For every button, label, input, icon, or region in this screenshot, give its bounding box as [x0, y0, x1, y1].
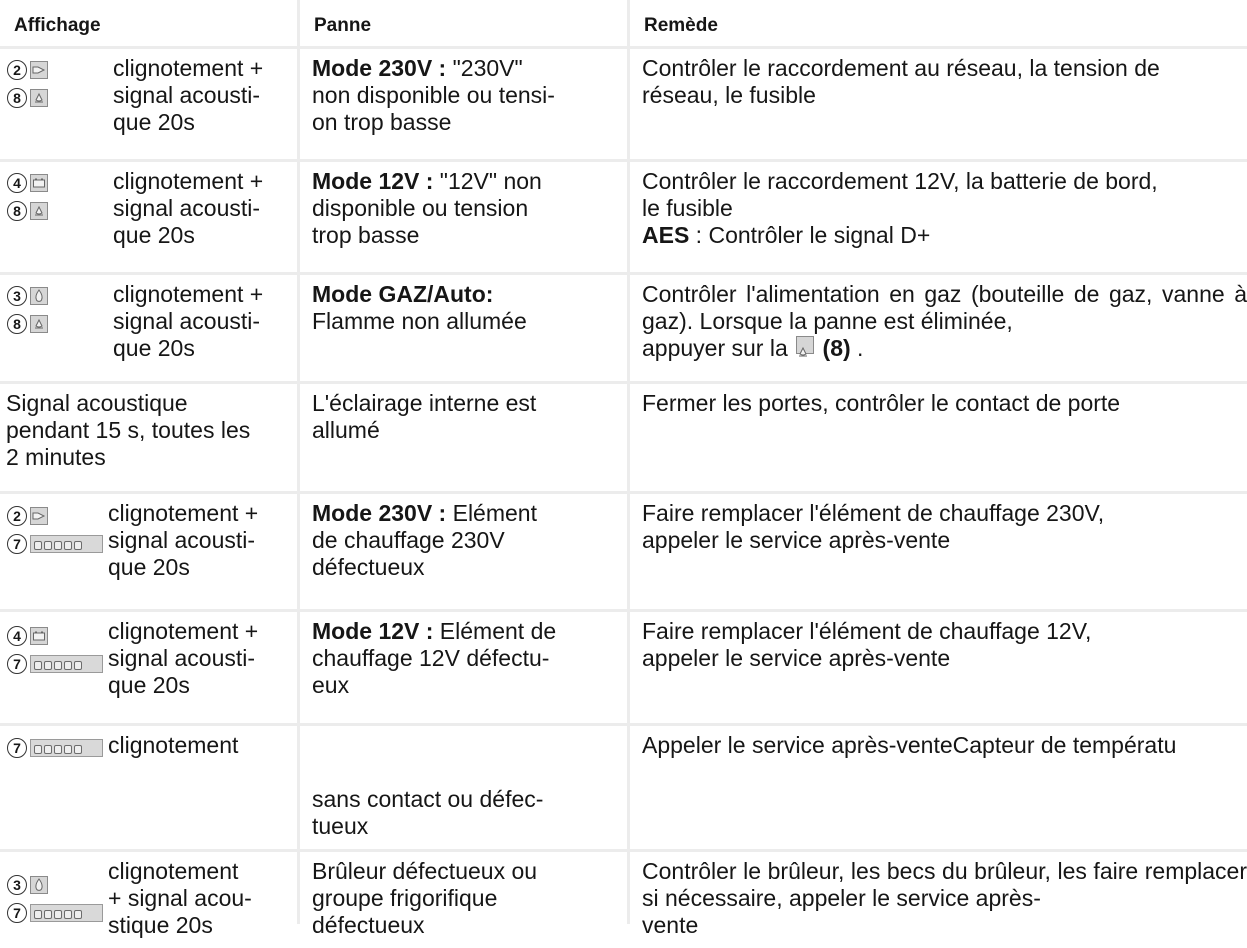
badge-number: 7	[7, 534, 27, 554]
row-5-affichage	[0, 494, 297, 609]
display-description: clignotement + signal acousti- que 20s	[108, 500, 259, 580]
remedy-last-line: vente	[642, 912, 699, 938]
badge-number: 7	[7, 738, 27, 758]
badge-number: 3	[7, 286, 27, 306]
row-5-remede	[630, 494, 1247, 609]
fault-description: Mode GAZ/Auto: Flamme non allumée	[312, 281, 527, 334]
display-description: clignotement + signal acousti- que 20s	[113, 168, 264, 248]
remedy-description: Contrôler le raccordement 12V, la batterie de bord, le fusible AES : Contrôler le signal D+	[642, 168, 1158, 248]
row-5-panne	[300, 494, 627, 609]
indicator-4	[7, 173, 48, 193]
fault-description: Mode 12V : "12V" non disponible ou tension trop basse	[312, 168, 542, 248]
row-4-remede	[630, 384, 1247, 491]
indicator-7	[7, 654, 103, 674]
fault-description: Mode 230V : "230V" non disponible ou tensi- on trop basse	[312, 55, 555, 135]
row-3-panne	[300, 275, 627, 381]
indicator-2	[7, 506, 48, 526]
display-description: clignotement + signal acousti- que 20s	[108, 618, 259, 698]
display-description: clignotement + signal acousti- que 20s	[113, 55, 264, 135]
header-remede: Remède	[630, 0, 1247, 46]
row-4-panne	[300, 384, 627, 491]
row-8-panne	[300, 852, 627, 948]
row-1-affichage	[0, 49, 297, 159]
reset-button-icon	[30, 202, 48, 220]
remedy-description: Fermer les portes, contrôler le contact de porte	[642, 390, 1121, 416]
remedy-description: Faire remplacer l'élément de chauffage 230V, appeler le service après-vente	[642, 500, 1105, 553]
row-7-affichage	[0, 726, 297, 849]
badge-number: 7	[7, 903, 27, 923]
flame-icon	[30, 876, 48, 894]
header-panne: Panne	[300, 0, 627, 46]
row-1-remede	[630, 49, 1247, 159]
plug-icon	[30, 61, 48, 79]
flame-icon	[30, 287, 48, 305]
badge-number: 8	[7, 314, 27, 334]
fault-description: Mode 230V : Elément de chauffage 230V défectueux	[312, 500, 537, 580]
badge-number: 2	[7, 506, 27, 526]
indicator-7	[7, 534, 103, 554]
reset-button-icon	[30, 315, 48, 333]
remedy-description: Contrôler le brûleur, les becs du brûleur, les faire remplacer si nécessaire, appeler le service après-	[642, 858, 1247, 911]
display-description: clignotement + signal acou- stique 20s	[108, 858, 252, 938]
fault-description: Brûleur défectueux ou groupe frigorifique défectueux	[312, 858, 538, 938]
indicator-3	[7, 286, 48, 306]
battery-icon	[30, 174, 48, 192]
remedy-description: Appeler le service après-venteCapteur de températu	[642, 732, 1177, 758]
fault-description: L'éclairage interne est allumé	[312, 390, 537, 443]
remedy-description: Contrôler le raccordement au réseau, la tension de réseau, le fusible	[642, 55, 1160, 108]
remedy-last-line: appuyer sur la (8) .	[642, 335, 864, 361]
indicator-8	[7, 201, 48, 221]
badge-number: 8	[7, 201, 27, 221]
badge-number: 3	[7, 875, 27, 895]
badge-number: 4	[7, 173, 27, 193]
row-6-remede	[630, 612, 1247, 723]
indicator-7	[7, 738, 103, 758]
indicator-4	[7, 626, 48, 646]
display-description: clignotement + signal acousti- que 20s	[113, 281, 264, 361]
plug-icon	[30, 507, 48, 525]
remedy-description: Faire remplacer l'élément de chauffage 12V, appeler le service après-vente	[642, 618, 1092, 671]
badge-number: 7	[7, 654, 27, 674]
row-1-panne	[300, 49, 627, 159]
row-2-remede	[630, 162, 1247, 272]
indicator-8	[7, 88, 48, 108]
fault-description: Mode 12V : Elément de chauffage 12V défectu- eux	[312, 618, 557, 698]
row-4-affichage	[0, 384, 297, 491]
row-3-remede	[630, 275, 1247, 381]
row-8-affichage	[0, 852, 297, 948]
badge-number: 2	[7, 60, 27, 80]
row-3-affichage	[0, 275, 297, 381]
display-description: clignotement	[108, 732, 239, 758]
badge-number: 4	[7, 626, 27, 646]
row-8-remede	[630, 852, 1247, 948]
row-2-panne	[300, 162, 627, 272]
indicator-3	[7, 875, 48, 895]
level-bar-icon	[30, 535, 103, 553]
row-6-panne	[300, 612, 627, 723]
level-bar-icon	[30, 655, 103, 673]
level-bar-icon	[30, 739, 103, 757]
fault-description: sans contact ou défec- tueux	[312, 786, 544, 839]
display-description: Signal acoustique pendant 15 s, toutes les 2 minutes	[6, 390, 251, 470]
row-7-remede	[630, 726, 1247, 849]
indicator-8	[7, 314, 48, 334]
level-bar-icon	[30, 904, 103, 922]
row-7-panne	[300, 726, 627, 849]
battery-icon	[30, 627, 48, 645]
row-6-affichage	[0, 612, 297, 723]
badge-number: 8	[7, 88, 27, 108]
reset-button-icon	[30, 89, 48, 107]
indicator-7	[7, 903, 103, 923]
indicator-2	[7, 60, 48, 80]
remedy-description: Contrôler l'alimentation en gaz (bouteille de gaz, vanne à gaz). Lorsque la panne est éliminée,	[642, 281, 1247, 334]
row-2-affichage	[0, 162, 297, 272]
reset-button-icon	[796, 336, 814, 354]
header-affichage: Affichage	[0, 0, 297, 46]
